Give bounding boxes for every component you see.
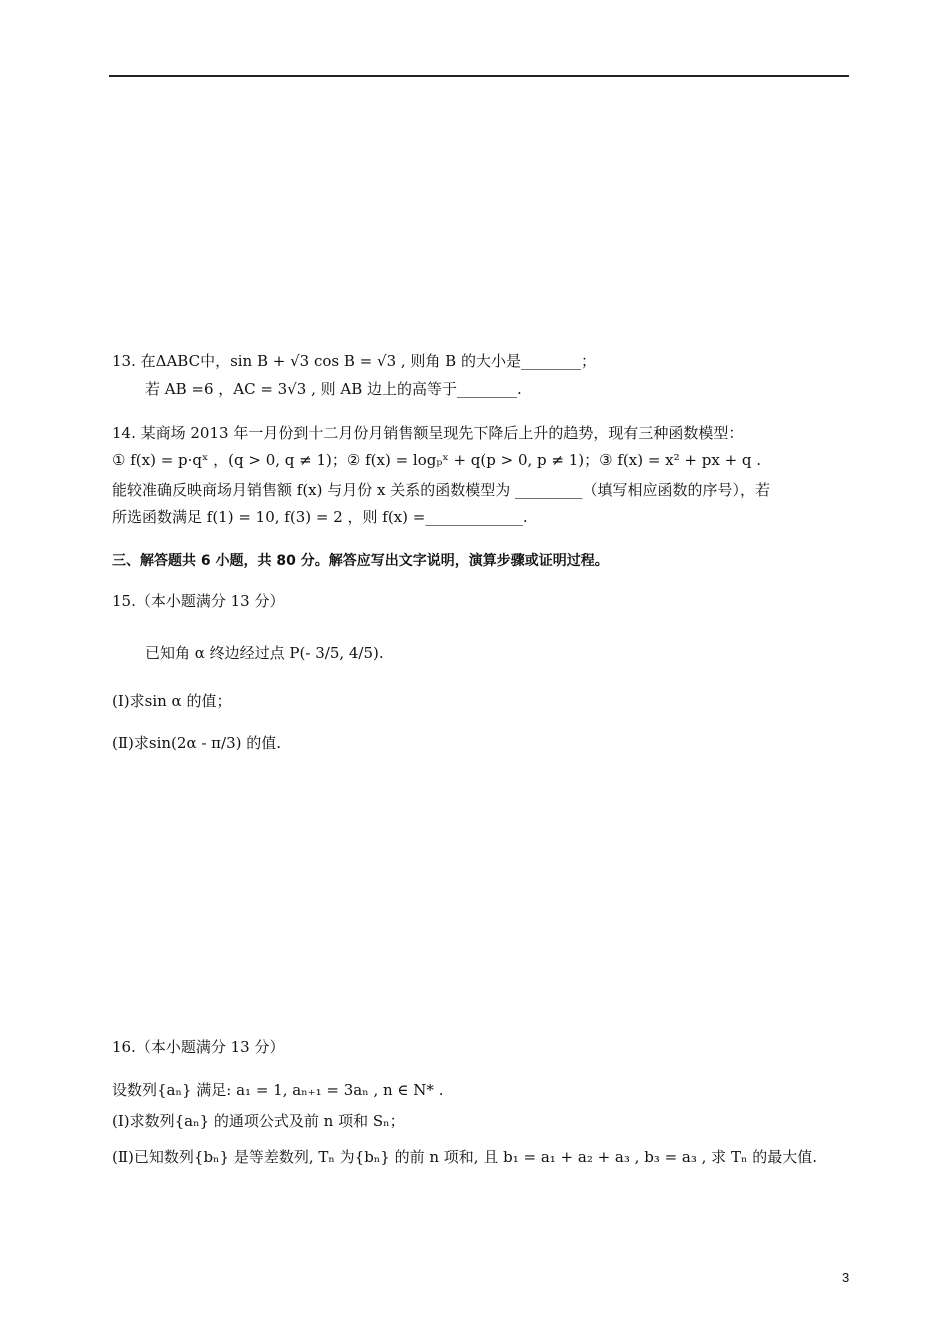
q16-part2: (Ⅱ)已知数列{bₙ} 是等差数列, Tₙ 为{bₙ} 的前 n 项和, 且 b₁ = a₁ + a₂ + a₃ , b₃ = a₃ , 求 Tₙ 的最大值. [112, 1148, 817, 1166]
q14-line4: 所选函数满足 f(1) = 10, f(3) = 2 ，则 f(x) =_____________. [112, 508, 528, 526]
header-rule [109, 75, 849, 77]
q13-line2: 若 AB =6 ，AC = 3√3 , 则 AB 边上的高等于________. [145, 380, 522, 398]
q14-line1: 14. 某商场 2013 年一月份到十二月份月销售额呈现先下降后上升的趋势，现有三种函数模型： [112, 424, 744, 442]
q13-line1: 13. 在ΔABC中，sin B + √3 cos B = √3 , 则角 B 的大小是________； [112, 352, 596, 370]
q14-line3: 能较准确反映商场月销售额 f(x) 与月份 x 关系的函数模型为 _________（填写相应函数的序号），若 [112, 481, 771, 499]
q15-stem: 已知角 α 终边经过点 P(- 3/5, 4/5). [145, 644, 384, 662]
q15-part2: (Ⅱ)求sin(2α - π/3) 的值. [112, 734, 282, 752]
q15-part1: (Ⅰ)求sin α 的值； [112, 692, 232, 710]
q16-title: 16.（本小题满分 13 分） [112, 1038, 285, 1056]
q16-part1: (Ⅰ)求数列{aₙ} 的通项公式及前 n 项和 Sₙ； [112, 1112, 405, 1130]
q14-line2: ① f(x) = p·qˣ ，(q > 0, q ≠ 1)；② f(x) = logₚˣ + q(p > 0, p ≠ 1)；③ f(x) = x² + px + q . [112, 451, 762, 469]
section3-heading: 三、解答题共 6 小题，共 80 分。解答应写出文字说明，演算步骤或证明过程。 [112, 553, 609, 569]
q16-stem: 设数列{aₙ} 满足: a₁ = 1, aₙ₊₁ = 3aₙ , n ∈ N* . [112, 1081, 444, 1099]
q15-title: 15.（本小题满分 13 分） [112, 592, 285, 610]
page-number: 3 [842, 1270, 850, 1285]
